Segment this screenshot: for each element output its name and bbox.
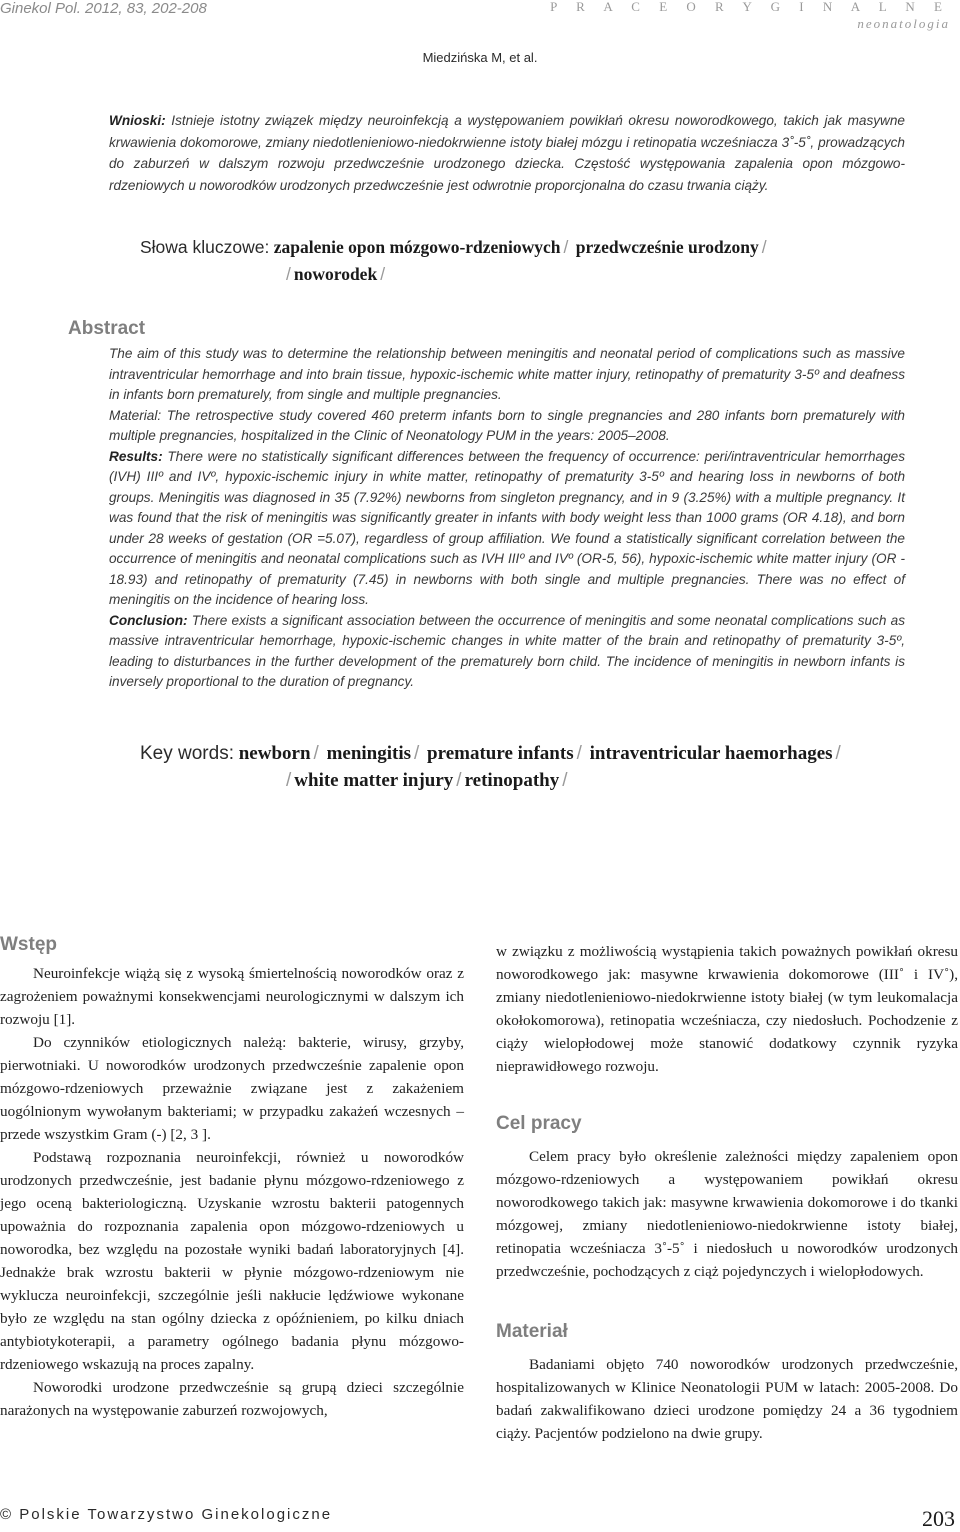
polish-conclusions (109, 110, 905, 196)
english-keyword: intraventricular haemorhages (589, 743, 833, 764)
article-category: P R A C E O R Y G I N A L N E (550, 0, 950, 14)
intro-paragraph: w związku z możliwością wystąpienia takich poważnych powikłań okresu noworodkowego jak: masywne krwawienia dokomorowe (III˚ i IV˚), zmiany niedotlenieniowo-niedokrwienne istoty białej (w tym leukomalacja okołokomorowa), retinopatia wcześniacza, czy niedosłuch. Pochodzenie z ciąży wielopłodowej może stanowić dodatkowy czynnik ryzyka nieprawidłowego rozwoju. (496, 943, 958, 1075)
material-paragraph: Badaniami objęto 740 noworodków urodzonych przedwcześnie, hospitalizowanych w Klinice Neonatologii PUM w latach: 2005-2008. Do badań zakwalifikowano dzieci urodzone pomiędzy 24 a 36 tygodniem ciąży. Pacjentów podzielono na dwie grupy. (496, 1356, 958, 1442)
polish-conclusions-text: Istnieje istotny związek między neuroinfekcją a występowaniem powikłań okresu noworodkowego, takich jak masywne krwawienia dokomorowe, zmiany niedotlenieniowo-niedokrwienne istoty białej mózgu i retinopatia wcześniacza 3˚-5˚, prowadzących do zaburzeń w dalszym rozwoju przedwcześnie urodzonego dziecka. Częstość występowania zapalenia opon mózgowo-rdzeniowych u noworodków urodzonych przedwcześnie jest odwrotnie proporcjonalna do czasu trwania ciąży. (109, 113, 905, 193)
section-header (550, 0, 950, 32)
polish-keywords: Słowa kluczowe: zapalenie opon mózgowo-rdzeniowych / przedwcześnie urodzony / / noworodek / (140, 237, 767, 284)
conclusion-label: Conclusion: (109, 612, 188, 628)
english-keyword: meningitis (326, 743, 412, 764)
aim-section (496, 1145, 958, 1283)
english-keyword: white matter injury (294, 770, 454, 791)
journal-citation: Ginekol Pol. 2012, 83, 202-208 (0, 0, 207, 17)
english-keywords-label: Key words: (140, 743, 234, 764)
results-text: There were no statistically significant differences between the frequency of occurrence: peri/intraventricular hemorrhages (IVH) IIIº and IVº, hypoxic-ischemic injury in white matter, retinopathy of prematurity 3-5º and hearing loss in newborns of both groups. Meningitis was diagnosed in 35 (7.92%) newborns from singleton pregnancy, and in 9 (3.25%) with a multiple pregnancy. It was found that the risk of meningitis was significantly greater in infants with body weight less than 1000 grams (OR 4.18), and born under 28 weeks of gestation (OR =5.07), regardless of group affiliation. We found a statistically significant correlation between the occurrence of meningitis and neonatal complications such as IVH IIIº and IVº (OR-5, 56), hypoxic-ischemic white matter injury (OR - 18.93) and retinopathy of prematurity (7.45) in newborns with both single and multiple pregnancies. There was no effect of meningitis on the incidence of hearing loss. (109, 448, 905, 607)
english-keywords: Key words: newborn / meningitis / premature infants / intraventricular haemorhages / / white matter injury / retinopathy / (140, 743, 841, 791)
polish-keyword: zapalenie opon mózgowo-rdzeniowych (273, 237, 561, 257)
results-label: Results: (109, 448, 163, 464)
intro-paragraph: Neuroinfekcje wiążą się z wysoką śmiertelnością noworodków oraz z zagrożeniem poważnymi konsekwencjami neurologicznymi w dalszym ich rozwoju [1]. (0, 965, 464, 1028)
material-heading: Materiał (496, 1321, 568, 1342)
running-authors: Miedzińska M, et al. (422, 50, 538, 65)
intro-paragraph: Podstawą rozpoznania neuroinfekcji, również u noworodków urodzonych przedwcześnie, jest badanie płynu mózgowo-rdzeniowego z jego oceną bakteriologiczną. Uzyskanie wzrostu bakterii patogennych upoważnia do rozpoznania zapalenia opon mózgowo-rdzeniowych u noworodka, bez względu na pozostałe wyniki badań laboratoryjnych [4]. Jednakże brak wzrostu bakterii w płynie mózgowo-rdzeniowym nie wyklucza neuroinfekcji, szczególnie jeśli nakłucie lędźwiowe wykonane było ze względu na stan ogólny dziecka z opóźnieniem, po kilku dniach antybiotykoterapii, a parametry ogólnego badania płynu mózgowo-rdzeniowego wskazują na proces zapalny. (0, 1149, 464, 1373)
intro-paragraph: Noworodki urodzone przedwcześnie są grupą dzieci szczególnie narażonych na występowanie zaburzeń rozwojowych, (0, 1379, 464, 1419)
abstract-material: Material: The retrospective study covered 460 preterm infants born to single pregnancies and 280 infants born prematurely with multiple pregnancies, hospitalized in the Clinic of Neonatology PUM in the years: 2005–2008. (109, 407, 905, 443)
aim-paragraph: Celem pracy było określenie zależności między zapaleniem opon mózgowo-rdzeniowych a występowaniem powikłań okresu noworodkowego takich jak: masywne krwawienia dokomorowe i do tkanki mózgowej, zmiany niedotlenieniowo-niedokrwienne istoty białej, retinopatia wcześniacza 3˚-5˚ i niedosłuch u noworodków urodzonych przedwcześnie, pochodzących z ciąż pojedynczych i wielopłodowych. (496, 1148, 958, 1280)
polish-conclusions-label: Wnioski: (109, 113, 166, 128)
abstract-body (109, 344, 905, 693)
page-number: 203 (922, 1506, 955, 1531)
intro-continuation (496, 940, 958, 1078)
footer-society: © Polskie Towarzystwo Ginekologiczne (0, 1506, 333, 1523)
aim-heading: Cel pracy (496, 1113, 582, 1134)
abstract-conclusion (109, 611, 905, 693)
conclusion-text: There exists a significant association between the occurrence of meningitis and some neonatal complications such as massive intraventricular hemorrhage, hypoxic-ischemic changes in white matter of the brain and retinopathy of prematurity 3-5º, leading to disturbances in the further development of the prematurely born child. The incidence of meningitis in newborn infants is inversely proportional to the duration of pregnancy. (109, 612, 905, 689)
abstract-results (109, 447, 905, 611)
article-subcategory: neonatologia (857, 16, 950, 31)
intro-paragraph: Do czynników etiologicznych należą: bakterie, wirusy, grzyby, pierwotniaki. U noworodków urodzonych przedwcześnie zapalenie opon mózgowo-rdzeniowych przeważnie związane jest z zakażeniem uogólnionym wywołanym bakteriami; w przypadku zakażeń wczesnych – przede wszystkim Gram (-) [2, 3 ]. (0, 1034, 464, 1143)
english-keyword: retinopathy (464, 770, 560, 791)
english-keyword: newborn (238, 743, 311, 764)
abstract-aim: The aim of this study was to determine the relationship between meningitis and neonatal period of complications such as massive intraventricular hemorrhage and into brain tissue, hypoxic-ischemic white matter injury, retinopathy of prematurity 3-5º and deafness in infants born prematurely, from single and multiple pregnancies. (109, 346, 905, 402)
english-keyword: premature infants (427, 743, 574, 764)
abstract-heading: Abstract (68, 318, 146, 339)
polish-keywords-label: Słowa kluczowe: (140, 237, 270, 257)
polish-keyword: noworodek (293, 264, 378, 284)
material-section (496, 1353, 958, 1445)
intro-column (0, 962, 464, 1422)
polish-keyword: przedwcześnie urodzony (575, 237, 759, 257)
intro-heading: Wstęp (0, 934, 57, 955)
